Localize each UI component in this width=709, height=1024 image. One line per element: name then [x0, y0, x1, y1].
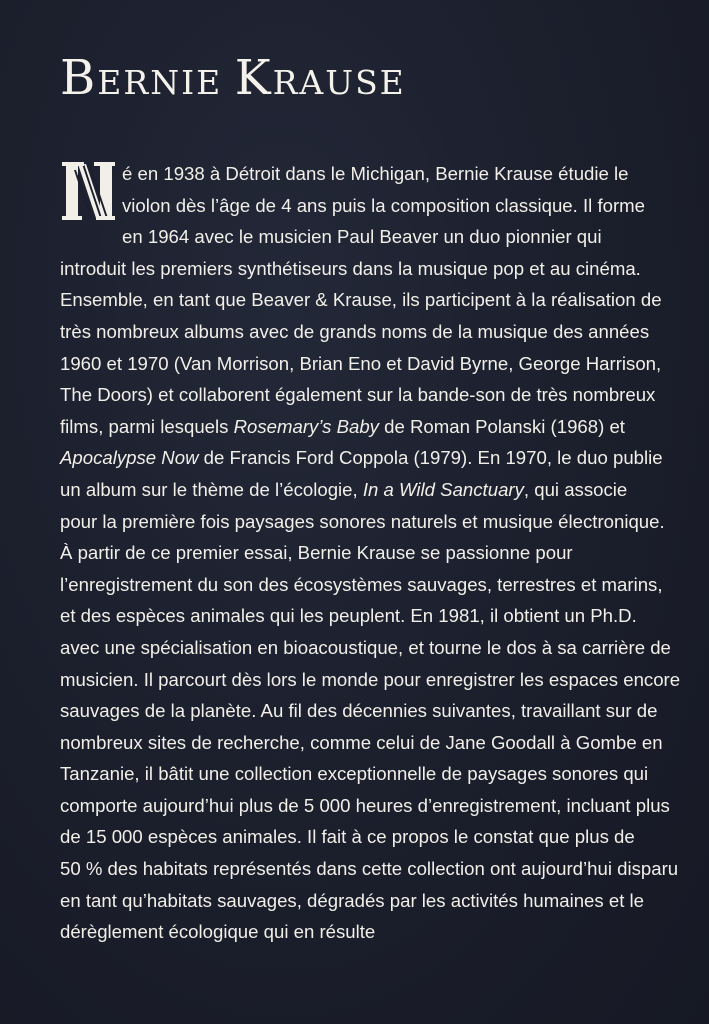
text-segment: films, parmi lesquels — [60, 415, 234, 437]
text-line: Ensemble, en tant que Beaver & Krause, ils participent à la réalisation de — [60, 289, 662, 311]
drop-cap-letter: N — [62, 160, 63, 161]
text-segment: un album sur le thème de l’écologie, — [60, 478, 363, 500]
text-line: comporte aujourd’hui plus de 5 000 heures d’enregistrement, incluant plus — [60, 794, 670, 816]
text-segment: de Roman Polanski (1968) et — [378, 415, 625, 437]
text-line: 1960 et 1970 (Van Morrison, Brian Eno et David Byrne, George Harrison, — [60, 352, 662, 374]
text-line: l’enregistrement du son des écosystèmes sauvages, terrestres et marins, — [60, 573, 663, 595]
biography-text — [60, 158, 700, 948]
text-line — [60, 411, 700, 443]
text-line: introduit les premiers synthétiseurs dans la musique pop et au cinéma. — [60, 257, 641, 279]
title-rest-ernie: ERNIE — [97, 63, 223, 102]
text-line: en 1964 avec le musicien Paul Beaver un duo pionnier qui — [122, 226, 602, 248]
text-line: À partir de ce premier essai, Bernie Krause se passionne pour — [60, 542, 573, 564]
text-line — [60, 442, 700, 474]
text-line: et des espèces animales qui les peuplent. En 1981, il obtient un Ph.D. — [60, 605, 637, 627]
title-initial-b: B — [60, 50, 98, 106]
text-line: Tanzanie, il bâtit une collection exceptionnelle de paysages sonores qui — [60, 763, 649, 785]
text-line: musicien. Il parcourt dès lors le monde pour enregistrer les espaces encore — [60, 668, 681, 690]
text-line: avec une spécialisation en bioacoustique, et tourne le dos à sa carrière de — [60, 636, 671, 658]
text-line: sauvages de la planète. Au fil des décennies suivantes, travaillant sur de — [60, 700, 658, 722]
text-segment: , qui associe — [523, 478, 628, 500]
text-line: très nombreux albums avec de grands noms de la musique des années — [60, 320, 650, 342]
album-title-in-a-wild-sanctuary: In a Wild Sanctuary — [362, 478, 524, 500]
text-line: 50 % des habitats représentés dans cette collection ont aujourd’hui disparu — [60, 858, 679, 880]
text-line: nombreux sites de recherche, comme celui de Jane Goodall à Gombe en — [60, 731, 663, 753]
title-initial-k: K — [234, 50, 273, 106]
text-line: de 15 000 espèces animales. Il fait à ce propos le constat que plus de — [60, 826, 635, 848]
title-rest-rause: RAUSE — [272, 63, 406, 102]
text-line — [60, 474, 700, 506]
text-segment: de Francis Ford Coppola (1979). En 1970, le duo publie — [198, 447, 663, 469]
film-title-apocalypse-now: Apocalypse Now — [60, 447, 199, 469]
film-title-rosemarys-baby: Rosemary’s Baby — [233, 415, 379, 437]
text-line: é en 1938 à Détroit dans le Michigan, Bernie Krause étudie le — [122, 163, 629, 184]
text-line: violon dès l’âge de 4 ans puis la composition classique. Il forme — [122, 194, 645, 216]
text-line: dérèglement écologique qui en résulte — [60, 921, 376, 943]
text-line: pour la première fois paysages sonores naturels et musique électronique. — [60, 510, 665, 532]
page-title — [60, 50, 406, 106]
text-line: en tant qu’habitats sauvages, dégradés par les activités humaines et le — [60, 889, 644, 911]
text-line: The Doors) et collaborent également sur la bande-son de très nombreux — [60, 384, 656, 406]
